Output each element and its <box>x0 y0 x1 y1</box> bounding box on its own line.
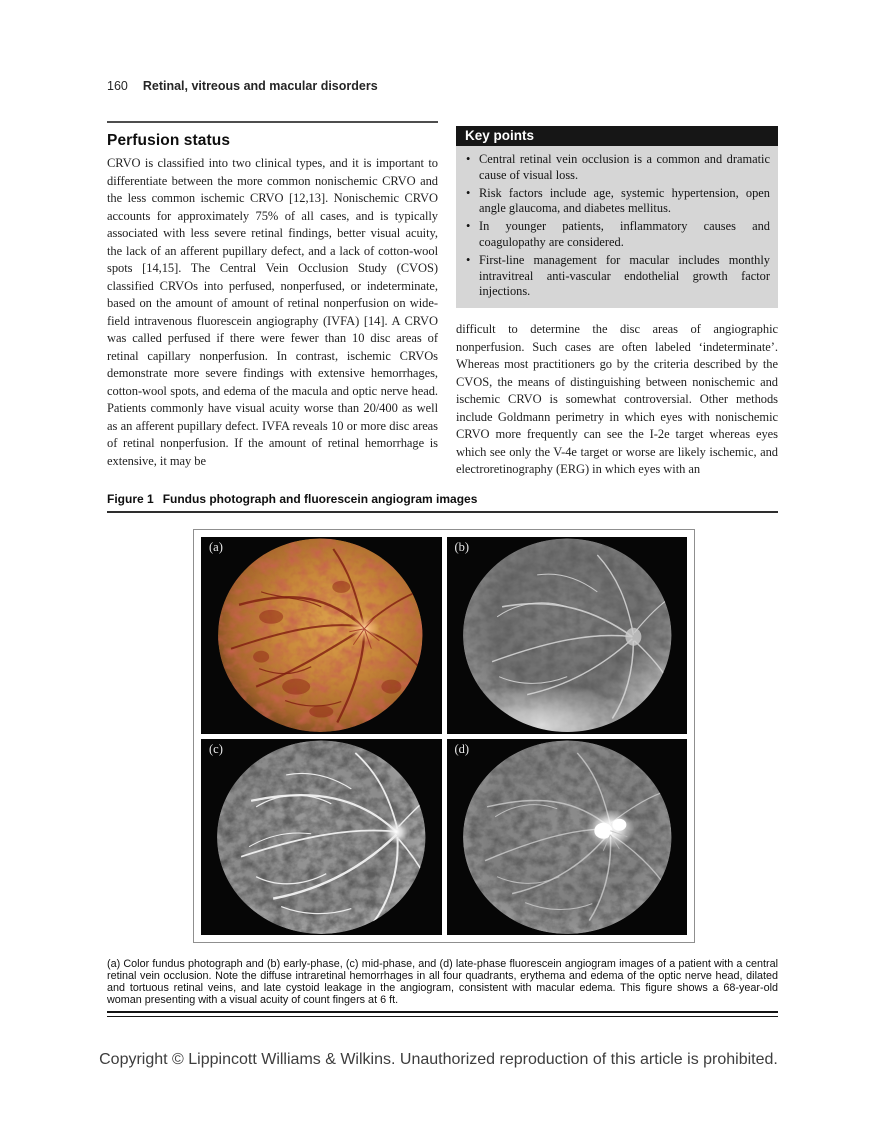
figure-panel-b-early-phase-angiogram <box>447 537 688 734</box>
key-point-item: • First-line management for macular includes monthly intravitreal anti-vascular endothelial growth factor injections. <box>464 253 770 300</box>
key-points-title: Key points <box>456 126 778 146</box>
section-divider-rule <box>107 121 438 123</box>
figure-panel-grid <box>193 529 695 943</box>
angiogram-illustration <box>447 537 688 734</box>
figure-title <box>107 492 477 506</box>
section-title: Perfusion status <box>107 132 231 149</box>
fundus-photo-illustration <box>201 537 442 734</box>
panel-label-b: (b) <box>454 540 470 554</box>
right-column-paragraph: difficult to determine the disc areas of angiographic nonperfusion. Such cases are often labeled ‘indeterminate’. Whereas most practitioners go by the criteria described by the CVOS, the means of distinguishing between nonischemic and ischemic CRVO is somewhat controversial. Other methods include Goldmann perimetry in which eyes with nonischemic CRVO more frequently can see the I-2e target whereas eyes which see only the V-4e target or worse are likely ischemic, and electroretinography (ERG) in which eyes with an <box>456 322 778 477</box>
figure-number-label: Figure 1 <box>107 492 154 506</box>
key-points-list <box>464 152 770 300</box>
key-points-body <box>456 146 778 308</box>
left-column <box>107 121 438 470</box>
figure-panel-d-late-phase-angiogram <box>447 739 688 936</box>
figure-caption: (a) Color fundus photograph and (b) early-phase, (c) mid-phase, and (d) late-phase fluorescein angiogram images of a patient with a central retinal vein occlusion. Note the diffuse intraretinal hemorrhages in all four quadrants, erythema and edema of the optic nerve head, dilated and tortuous retinal veins, and late cystoid leakage in the angiogram, consistent with macular edema. This figure shows a 68-year-old woman presenting with a visual acuity of count fingers at 6 ft. <box>107 958 778 1006</box>
key-points-box <box>456 126 778 308</box>
figure-panel-a-color-fundus <box>201 537 442 734</box>
figure-bottom-rule <box>107 1011 778 1017</box>
running-title: Retinal, vitreous and macular disorders <box>142 79 378 93</box>
panel-label-c: (c) <box>209 741 223 756</box>
angiogram-illustration <box>201 739 442 936</box>
key-point-item: • Central retinal vein occlusion is a common and dramatic cause of visual loss. <box>464 152 770 184</box>
figure-top-rule <box>107 511 778 513</box>
left-column-paragraph: CRVO is classified into two clinical types, and it is important to differentiate between the more common nonischemic CRVO and the less common ischemic CRVO [12,13]. Nonischemic CRVO accounts for approximately 75% of all cases, and is typically associated with less severe retinal findings, better visual acuity, the lack of an afferent pupillary defect, and a lack of cotton-wool spots [14,15]. The Central Vein Occlusion Study (CVOS) classified CRVOs into perfused, nonperfused, or indeterminate, based on the amount of amount of retinal nonperfusion on wide-field intravenous fluorescein angiography (IVFA) [14]. A CRVO was called perfused if there were fewer than 10 disc areas of retinal capillary nonperfusion. In contrast, ischemic CRVOs demonstrate more severe findings with extensive hemorrhages, cotton-wool spots, and edema of the macula and optic nerve head. Patients commonly have visual acuity worse than 20/400 as well as an afferent pupillary defect. IVFA reveals 10 or more disc areas of retinal nonperfusion. If the amount of retinal hemorrhage is extensive, it may be <box>107 156 438 468</box>
page-number: 160 <box>107 79 128 93</box>
copyright-notice: Copyright © Lippincott Williams & Wilkins. Unauthorized reproduction of this article is prohibited. <box>99 1051 778 1068</box>
key-point-item: • Risk factors include age, systemic hypertension, open angle glaucoma, and diabetes mellitus. <box>464 186 770 218</box>
key-point-item: • In younger patients, inflammatory causes and coagulopathy are considered. <box>464 219 770 251</box>
figure-panel-c-mid-phase-angiogram <box>201 739 442 936</box>
panel-label-d: (d) <box>454 741 470 756</box>
figure-title-text: Fundus photograph and fluorescein angiogram images <box>162 492 478 506</box>
panel-label-a: (a) <box>209 540 223 554</box>
running-header <box>107 79 778 93</box>
angiogram-illustration <box>447 739 688 936</box>
right-column <box>456 126 778 479</box>
